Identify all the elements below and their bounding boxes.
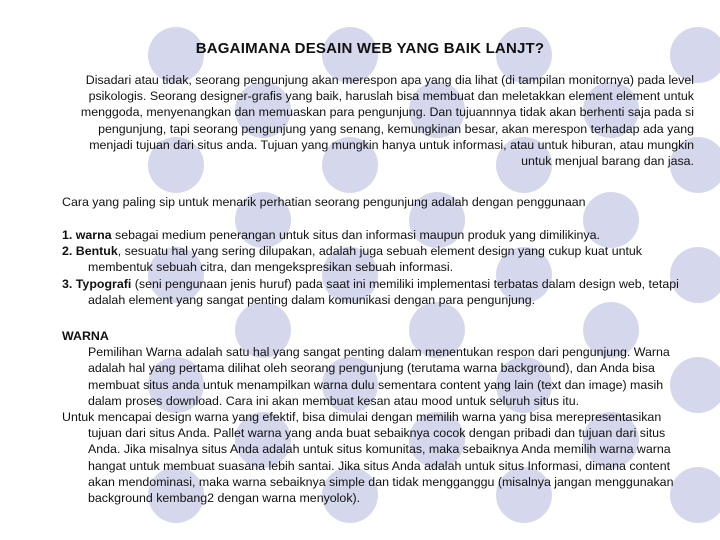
slide-title: BAGAIMANA DESAIN WEB YANG BAIK LANJT? [195, 40, 545, 57]
list-item-text: , sesuatu hal yang sering dilupakan, adalah juga sebuah element design yang cukup kuat untuk membentuk sebuah citra, dan mengekspresikan sebuah informasi. [88, 244, 642, 275]
warna-paragraph-1: Pemilihan Warna adalah satu hal yang sangat penting dalam menentukan respon dari pengunjung. Warna adalah hal yang pertama dilihat oleh seorang pengunjung (terutama warna background), dan Anda bisa membuat situs anda untuk menampilkan warna dulu sementara content yang lain (text dan image) masih dalam proses download. Cara ini akan membuat kesan atau mood untuk seluruh situs itu. [88, 345, 670, 408]
warna-paragraph-2: Untuk mencapai design warna yang efektif, bisa dimulai dengan memilih warna yang bisa merepresentasikan tujuan dari situs Anda. Pallet warna yang anda buat sebaiknya cocok dengan pribadi dan tujuan dari situs Anda. Jika misalnya situs Anda adalah untuk situs komunitas, maka sebaiknya Anda memilih warna warna hangat untuk membuat suasana lebih santai. Jika situs Anda adalah untuk situs Informasi, dimana content akan mendominasi, maka warna sebaiknya simple dan tidak mengganggu (misalnya jangan menggunakan background kembang2 dengan warna menyolok). [62, 410, 674, 506]
list-item-bentuk [62, 243, 694, 275]
intro-paragraph: Disadari atau tidak, seorang pengunjung akan merespon apa yang dia lihat (di tampilan monitornya) pada level psikologis. Seorang designer-grafis yang baik, haruslah bisa membuat dan meletakkan element element untuk menggoda, menyenangkan dan memuaskan para pengunjung. Dan tujuannnya tidak akan berhenti saja pada si pengunjung, tapi seorang pengunjung yang senang, kemungkinan besar, akan merespon terhadap ada yang menjadi tujuan dari situs anda. Tujuan yang mungkin hanya untuk informasi, atau untuk hiburan, atau mungkin untuk menjual barang dan jasa. [80, 73, 694, 169]
list-item-text: sebagai medium penerangan untuk situs dan informasi maupun produk yang dimilikinya. [111, 228, 600, 242]
intro-last-line: Cara yang paling sip untuk menarik perhatian seorang pengunjung adalah dengan penggunaan [62, 195, 586, 209]
list-item-term: 2. Bentuk [62, 244, 118, 259]
list-item-typografi [62, 276, 694, 308]
warna-heading: WARNA [62, 329, 109, 343]
list-item-text: (seni pengunaan jenis huruf) pada saat ini memiliki implementasi terbatas dalam design web, tetapi adalah element yang sangat penting dalam komunikasi dengan para pengunjung. [88, 276, 679, 307]
list-item-term: 1. warna [62, 228, 112, 242]
design-elements-list [62, 227, 694, 308]
list-item-term: 3. Typografi [62, 276, 132, 291]
warna-section [62, 328, 694, 506]
list-item-warna [62, 227, 694, 243]
